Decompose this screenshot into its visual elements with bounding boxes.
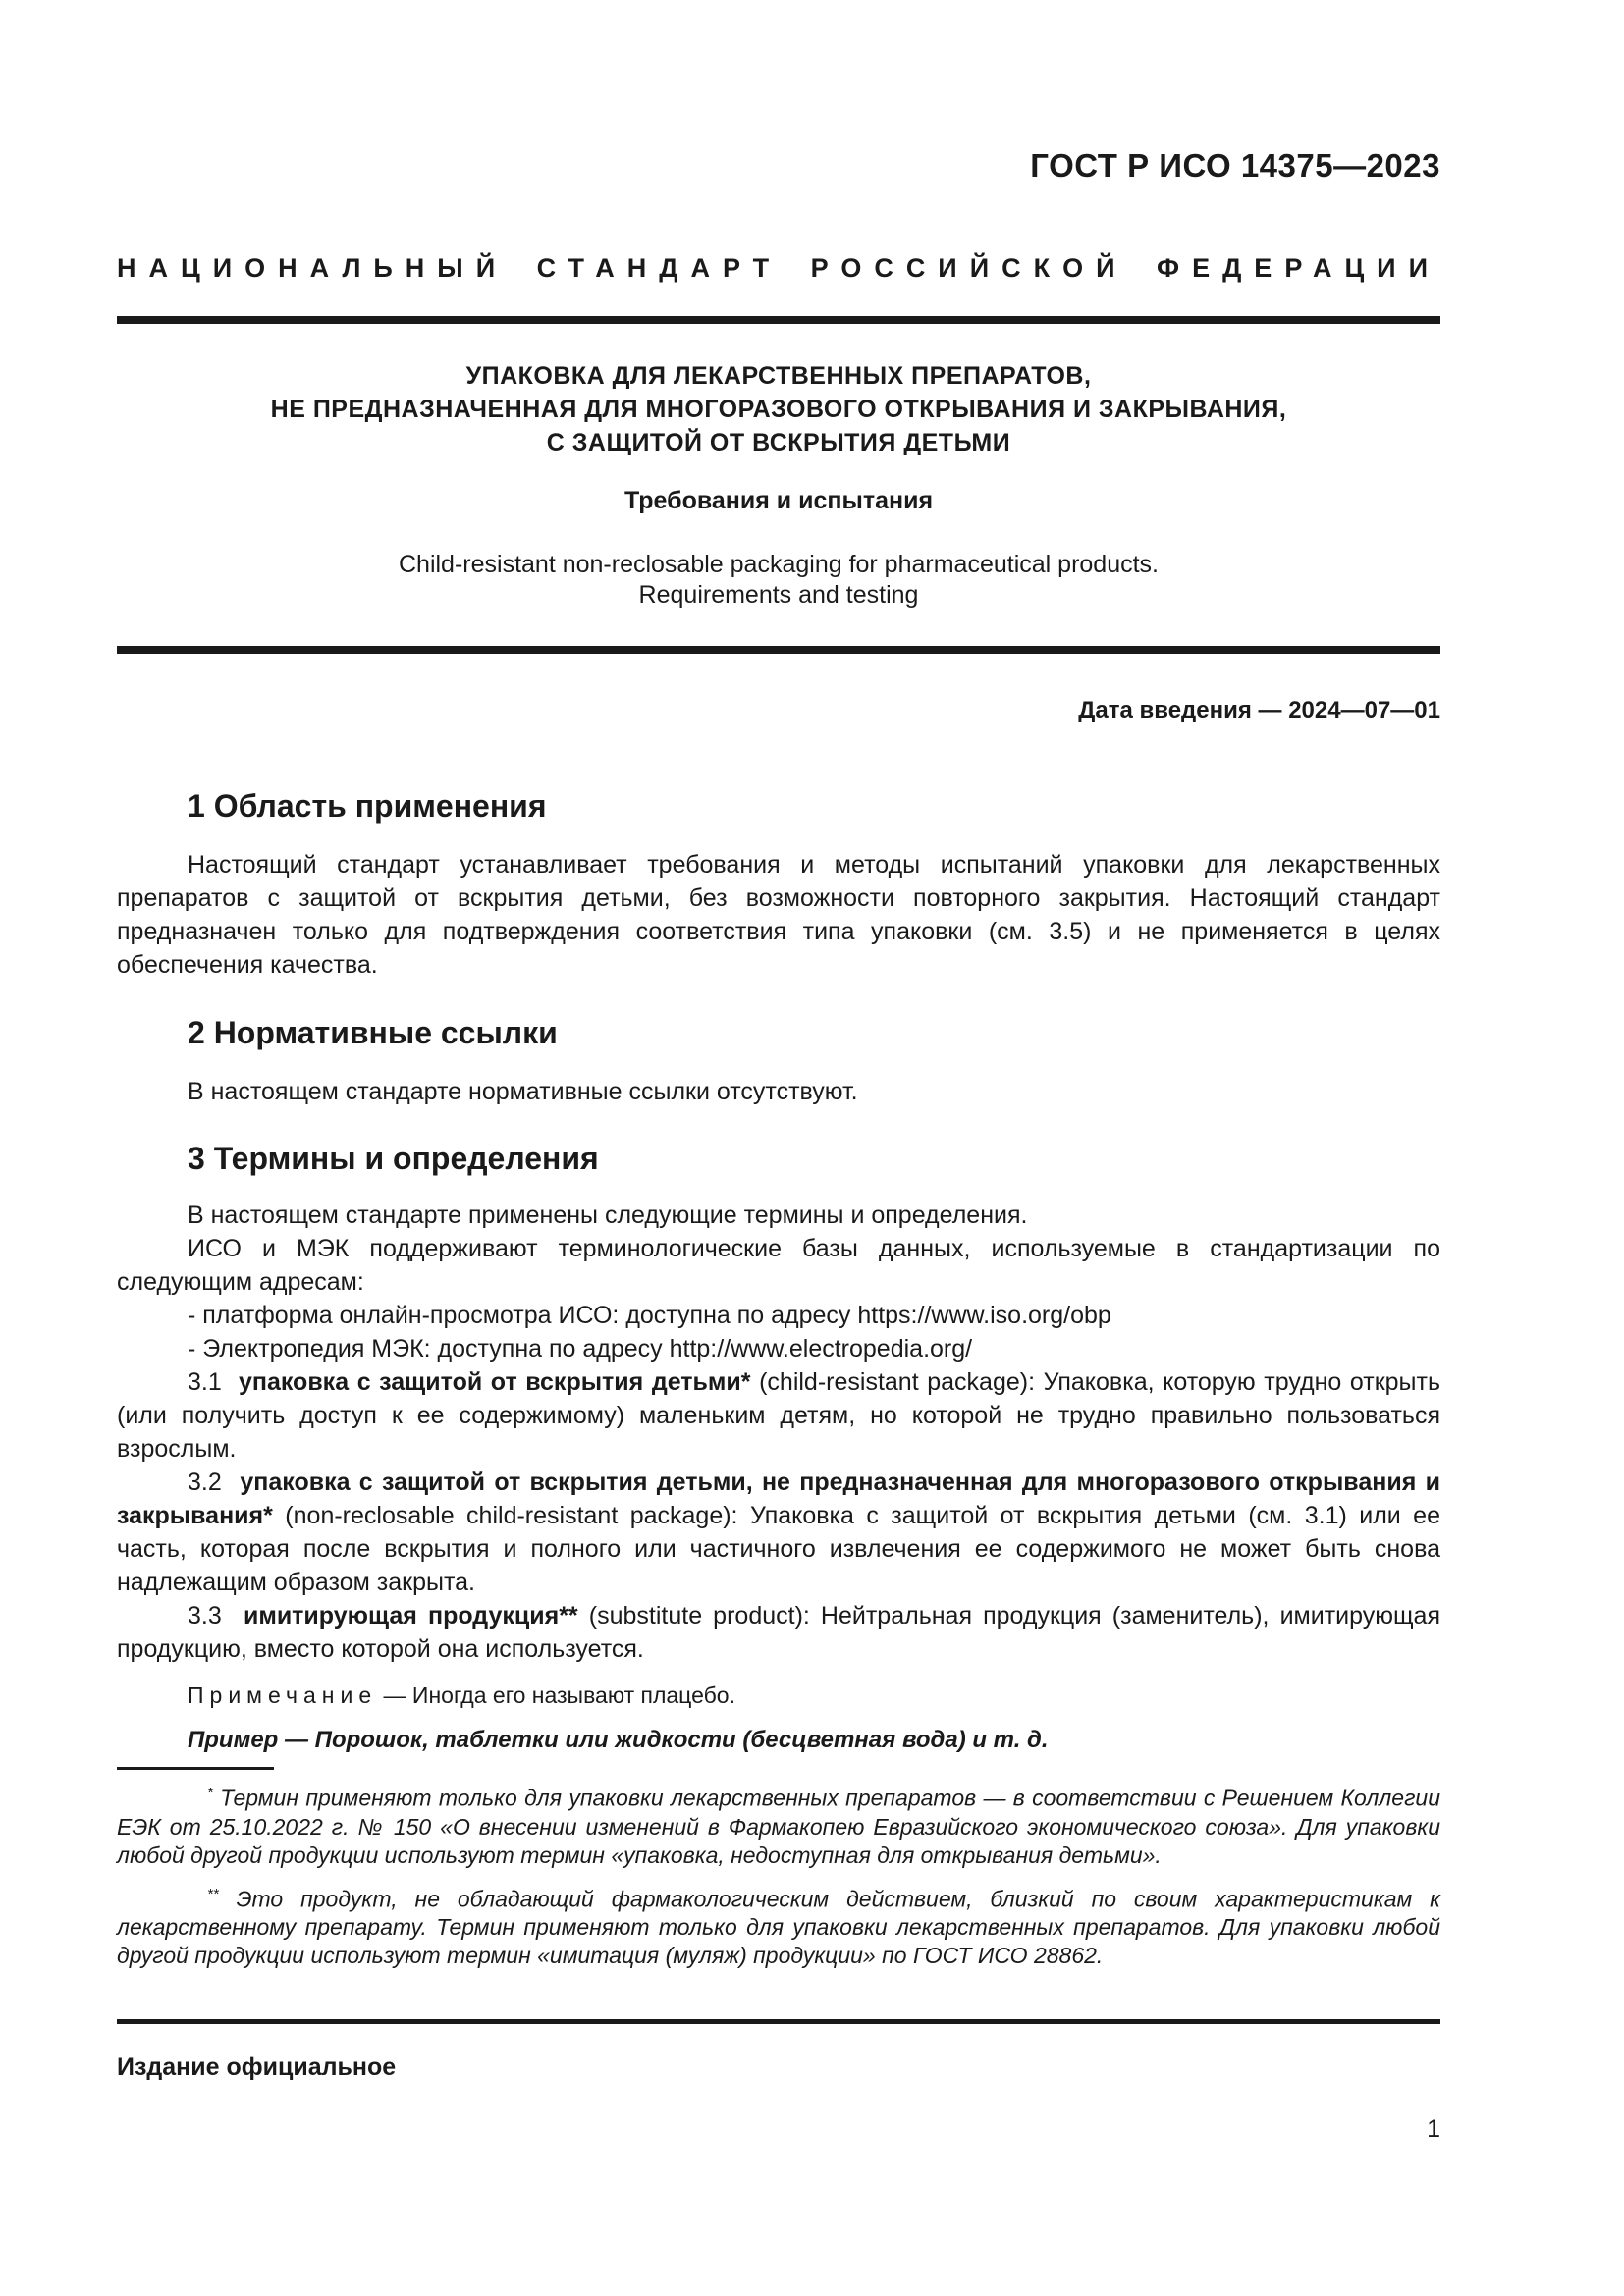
- introduction-date: Дата введения — 2024—07—01: [1078, 697, 1440, 723]
- standard-number: ГОСТ Р ИСО 14375—2023: [1030, 147, 1440, 184]
- term-number: 3.2: [188, 1468, 222, 1496]
- term-number: 3.3: [188, 1602, 222, 1629]
- footnote-2: [117, 1880, 1440, 1971]
- term-name: имитирующая продукция**: [243, 1602, 578, 1629]
- term-name: упаковка с защитой от вскрытия детьми*: [238, 1368, 751, 1396]
- official-edition-label: Издание официальное: [117, 2054, 397, 2081]
- section-paragraph: В настоящем стандарте применены следующие термины и определения.: [188, 1201, 1028, 1229]
- footnote-mark: **: [207, 1885, 219, 1902]
- footnote-mark: *: [207, 1785, 213, 1801]
- section-heading: 3 Термины и определения: [188, 1141, 599, 1176]
- note: [188, 1680, 1440, 1711]
- document-title-ru: [117, 359, 1440, 459]
- title-line-1: УПАКОВКА ДЛЯ ЛЕКАРСТВЕННЫХ ПРЕПАРАТОВ,: [465, 362, 1092, 390]
- list-item: - платформа онлайн-просмотра ИСО: доступна по адресу https://www.iso.org/obp: [188, 1302, 1111, 1329]
- section-paragraph: В настоящем стандарте нормативные ссылки отсутствуют.: [188, 1078, 858, 1105]
- note-label: Примечание: [188, 1682, 378, 1708]
- section-terms-definitions: [117, 1141, 1440, 1756]
- document-subtitle-ru: Требования и испытания: [623, 487, 934, 514]
- document-title-en: [117, 550, 1440, 611]
- section-heading: 2 Нормативные ссылки: [188, 1015, 558, 1050]
- footnote-1: [117, 1779, 1440, 1870]
- section-heading: 1 Область применения: [188, 788, 547, 824]
- footnotes: [117, 1779, 1440, 1970]
- note-text: — Иногда его называют плацебо.: [377, 1682, 735, 1708]
- top-divider: [117, 316, 1440, 324]
- term-3-3: [117, 1599, 1440, 1666]
- list-item: - Электропедия МЭК: доступна по адресу http://www.electropedia.org/: [188, 1335, 973, 1362]
- footnote-text: Это продукт, не обладающий фармакологическим действием, близкий по своим характеристикам к лекарственному препарату. Термин применяют только для упаковки лекарственных препаратов. Для упаковки любой другой продукции используют термин «имитация (муляж) продукции» по ГОСТ ИСО 28862.: [117, 1886, 1440, 1969]
- term-definition: (non-reclosable child-resistant package): Упаковка с защитой от вскрытия детьми (см. 3.1) или ее часть, которая после вскрытия и полного или частичного извлечения ее содержимого не может быть снова надлежащим образом закрыта.: [117, 1502, 1440, 1596]
- national-standard-banner: НАЦИОНАЛЬНЫЙ СТАНДАРТ РОССИЙСКОЙ ФЕДЕРАЦИИ: [117, 253, 1440, 283]
- title-en-line-2: Requirements and testing: [638, 581, 919, 609]
- section-normative-references: [117, 1015, 1440, 1108]
- title-line-2: НЕ ПРЕДНАЗНАЧЕННАЯ ДЛЯ МНОГОРАЗОВОГО ОТКРЫВАНИЯ И ЗАКРЫВАНИЯ,: [270, 396, 1287, 423]
- title-en-line-1: Child-resistant non-reclosable packaging for pharmaceutical products.: [398, 551, 1159, 578]
- section-paragraph: ИСО и МЭК поддерживают терминологические базы данных, используемые в стандартизации по следующим адресам:: [117, 1235, 1440, 1296]
- section-paragraph: Настоящий стандарт устанавливает требования и методы испытаний упаковки для лекарственных препаратов с защитой от вскрытия детьми, без возможности повторного закрытия. Настоящий стандарт предназначен только для подтверждения соответствия типа упаковки (см. 3.5) и не применяется в целях обеспечения качества.: [117, 851, 1440, 979]
- term-definition: (child-resistant package): Упаковка, которую трудно открыть (или получить доступ к ее содержимому) маленьким детям, но которой не трудно правильно пользоваться взрослым.: [117, 1368, 1440, 1463]
- title-line-3: С ЗАЩИТОЙ ОТ ВСКРЫТИЯ ДЕТЬМИ: [546, 429, 1011, 456]
- bottom-divider: [117, 2019, 1440, 2024]
- term-name: упаковка с защитой от вскрытия детьми, не предназначенная для многоразового открывания и закрывания*: [117, 1468, 1440, 1529]
- term-definition: (substitute product): Нейтральная продукция (заменитель), имитирующая продукцию, вместо которой она используется.: [117, 1602, 1440, 1663]
- example: Пример — Порошок, таблетки или жидкости (бесцветная вода) и т. д.: [188, 1727, 1049, 1753]
- page-number: 1: [1427, 2115, 1440, 2143]
- title-divider: [117, 646, 1440, 654]
- footnote-text: Термин применяют только для упаковки лекарственных препаратов — в соответствии с Решением Коллегии ЕЭК от 25.10.2022 г. № 150 «О внесении изменений в Фармакопею Евразийского экономического союза». Для упаковки любой другой продукции используют термин «упаковка, недоступная для открывания детьми».: [117, 1785, 1440, 1868]
- footnote-separator: [117, 1767, 274, 1770]
- term-3-1: [117, 1365, 1440, 1466]
- term-number: 3.1: [188, 1368, 222, 1396]
- section-scope: [117, 788, 1440, 982]
- term-3-2: [117, 1466, 1440, 1599]
